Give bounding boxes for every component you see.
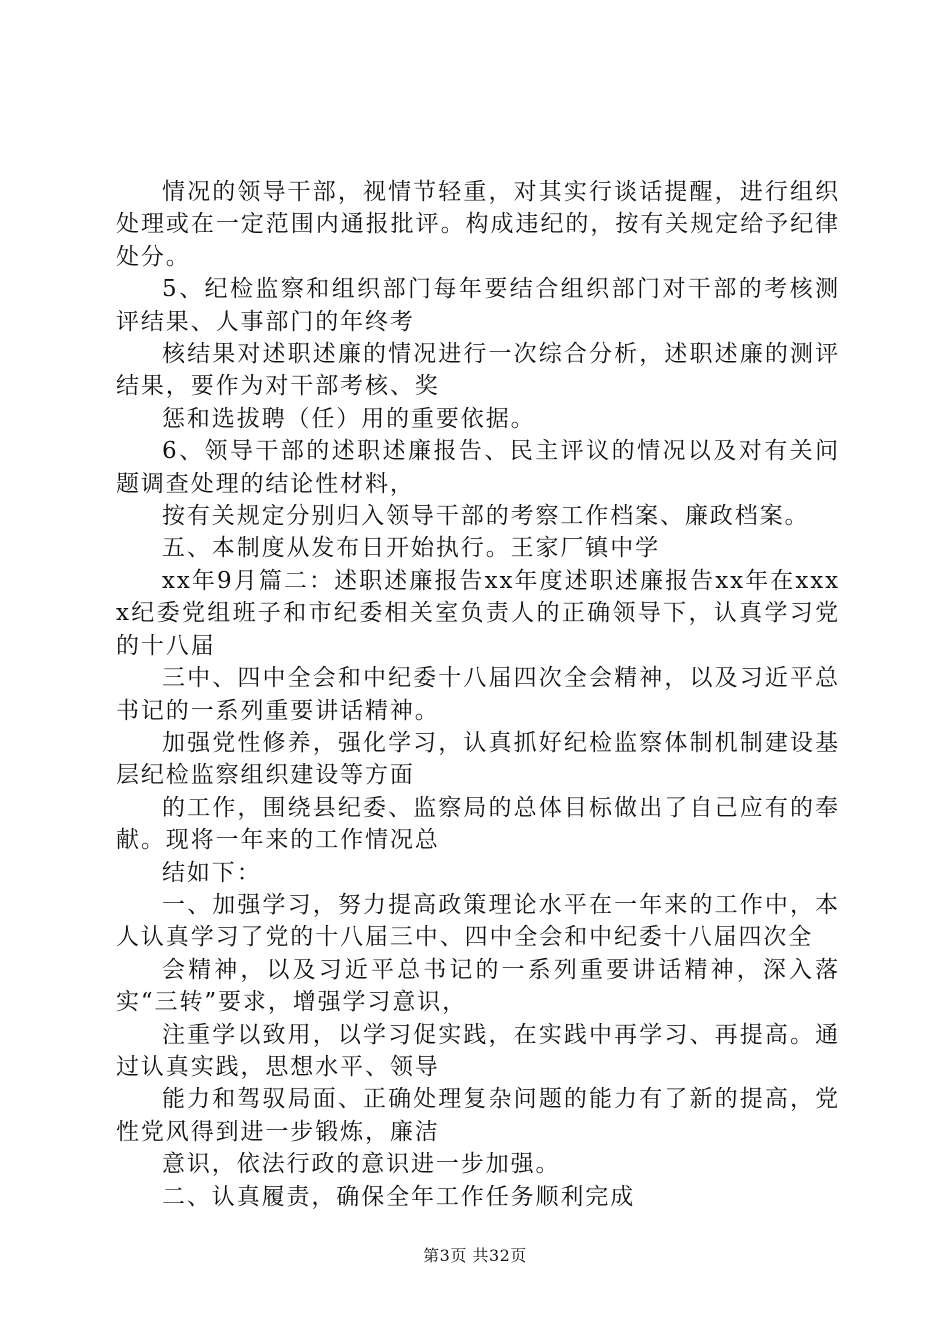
paragraph: 惩和选拔聘（任）用的重要依据。: [162, 405, 536, 432]
paragraph: 加强党性修养，强化学习，认真抓好纪检监察体制机制建设基层纪检监察组织建设等方面: [116, 729, 840, 789]
paragraph: 三中、四中全会和中纪委十八届四次全会精神，以及习近平总书记的一系列重要讲话精神。: [116, 665, 840, 724]
paragraph: 二、认真履责，确保全年工作任务顺利完成: [162, 1183, 636, 1210]
paragraph: xx年9月篇二：述职述廉报告xx年度述职述廉报告xx年在xxxx纪委党组班子和市纪委相关室负责人的正确领导下，认真学习党的十八届: [116, 567, 840, 659]
paragraph: 注重学以致用，以学习促实践，在实践中再学习、再提高。通过认真实践，思想水平、领导: [116, 1021, 840, 1080]
paragraph: 核结果对述职述廉的情况进行一次综合分析，述职述廉的测评结果，要作为对干部考核、奖: [116, 341, 840, 400]
paragraph: 按有关规定分别归入领导干部的考察工作档案、廉政档案。: [162, 503, 810, 530]
paragraph: 一、加强学习，努力提高政策理论水平在一年来的工作中，本人认真学习了党的十八届三中、四中全会和中纪委十八届四次全: [116, 891, 840, 951]
paragraph: 结如下：: [162, 859, 262, 886]
paragraph: 的工作，围绕县纪委、监察局的总体目标做出了自己应有的奉献。现将一年来的工作情况总: [116, 794, 840, 854]
paragraph: 能力和驾驭局面、正确处理复杂问题的能力有了新的提高，党性党风得到进一步锻炼，廉洁: [116, 1086, 840, 1145]
page-number-footer: 第3页 共32页: [423, 1246, 527, 1265]
paragraph: 6、领导干部的述职述廉报告、民主评议的情况以及对有关问题调查处理的结论性材料，: [116, 438, 840, 497]
paragraph: 情况的领导干部，视情节轻重，对其实行谈话提醒，进行组织处理或在一定范围内通报批评。构成违纪的，按有关规定给予纪律处分。: [116, 179, 840, 270]
paragraph: 会精神，以及习近平总书记的一系列重要讲话精神，深入落实“三转”要求，增强学习意识，: [116, 956, 840, 1016]
paragraph: 意识，依法行政的意识进一步加强。: [162, 1151, 561, 1178]
paragraph: 五、本制度从发布日开始执行。王家厂镇中学: [162, 535, 660, 562]
document-body: [116, 176, 840, 1213]
paragraph: 5、纪检监察和组织部门每年要结合组织部门对干部的考核测评结果、人事部门的年终考: [116, 276, 840, 335]
